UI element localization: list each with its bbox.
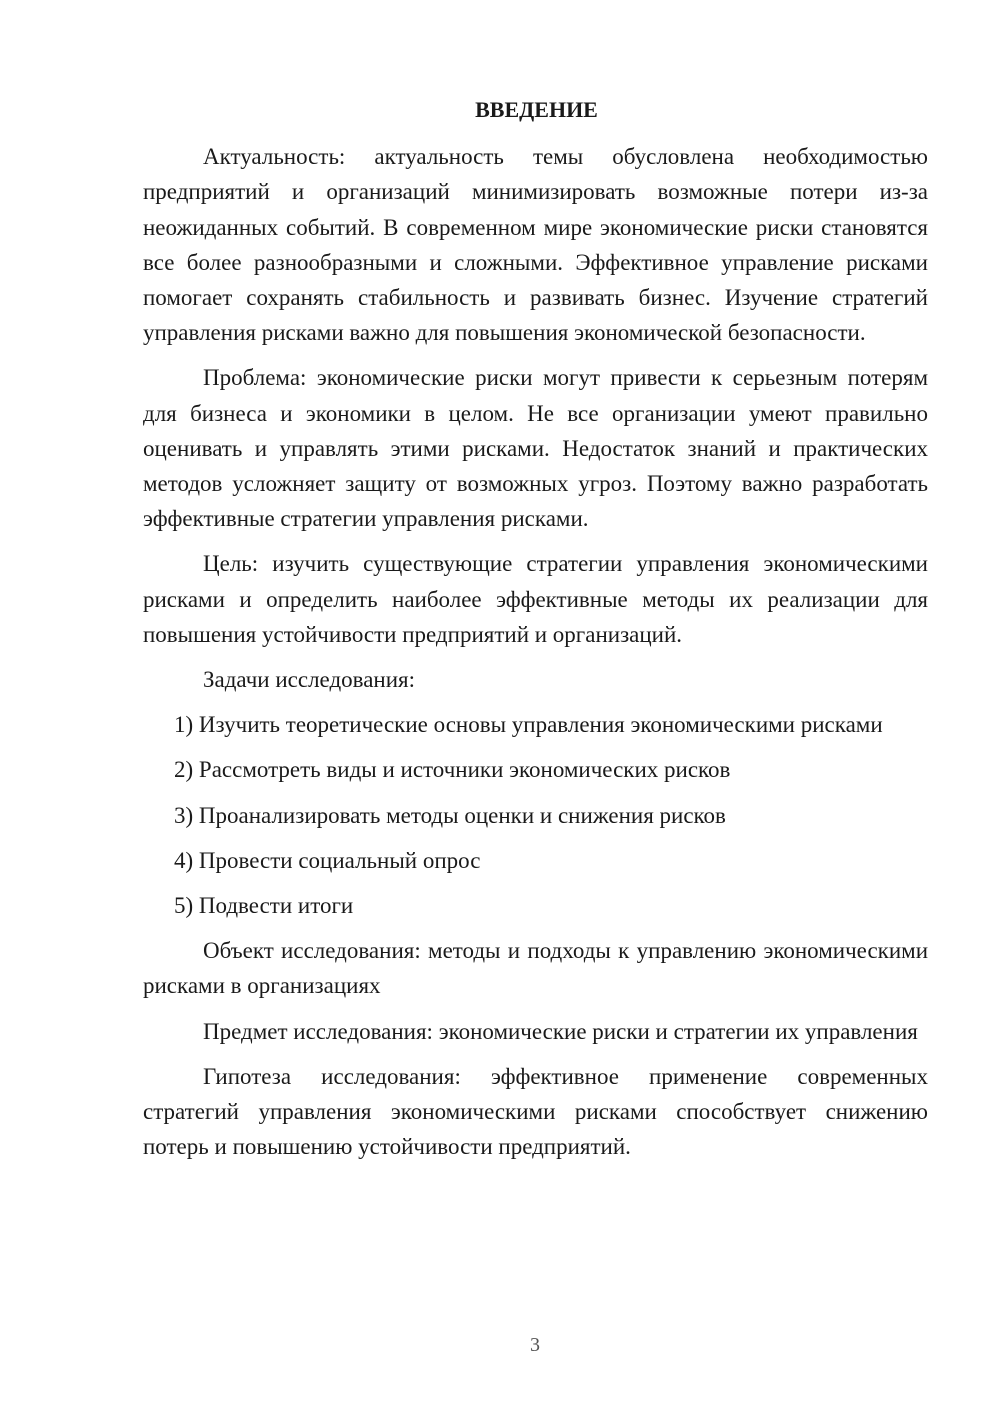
task-item-5: 5) Подвести итоги <box>174 893 354 919</box>
paragraph-object: Объект исследования: методы и подходы к управлению экономическими рисками в организациях <box>143 938 928 999</box>
task-item-1: 1) Изучить теоретические основы управления экономическими рисками <box>174 712 883 738</box>
task-item-4: 4) Провести социальный опрос <box>174 847 481 873</box>
page-number: 3 <box>530 1334 540 1356</box>
task-item-3: 3) Проанализировать методы оценки и снижения рисков <box>174 802 726 828</box>
section-title: ВВЕДЕНИЕ <box>475 97 598 122</box>
paragraph-subject: Предмет исследования: экономические риски и стратегии их управления <box>203 1018 918 1044</box>
document-page <box>143 92 928 1174</box>
paragraph-tasks-heading: Задачи исследования: <box>203 667 416 693</box>
paragraph-relevance: Актуальность: актуальность темы обусловлена необходимостью предприятий и организаций минимизировать возможные потери из-за неожиданных событий. В современном мире экономические риски становятся все более разнообразными и сложными. Эффективное управление рисками помогает сохранять стабильность и развивать бизнес. Изучение стратегий управления рисками важно для повышения экономической безопасности. <box>143 144 928 346</box>
paragraph-problem: Проблема: экономические риски могут привести к серьезным потерям для бизнеса и экономики в целом. Не все организации умеют правильно оценивать и управлять этими рисками. Недостаток знаний и практических методов усложняет защиту от возможных угроз. Поэтому важно разработать эффективные стратегии управления рисками. <box>143 365 928 532</box>
paragraph-goal: Цель: изучить существующие стратегии управления экономическими рисками и определить наиболее эффективные методы их реализации для повышения устойчивости предприятий и организаций. <box>143 551 928 647</box>
task-item-2: 2) Рассмотреть виды и источники экономических рисков <box>174 757 731 783</box>
paragraph-hypothesis: Гипотеза исследования: эффективное применение современных стратегий управления экономическими рисками способствует снижению потерь и повышению устойчивости предприятий. <box>143 1063 928 1160</box>
